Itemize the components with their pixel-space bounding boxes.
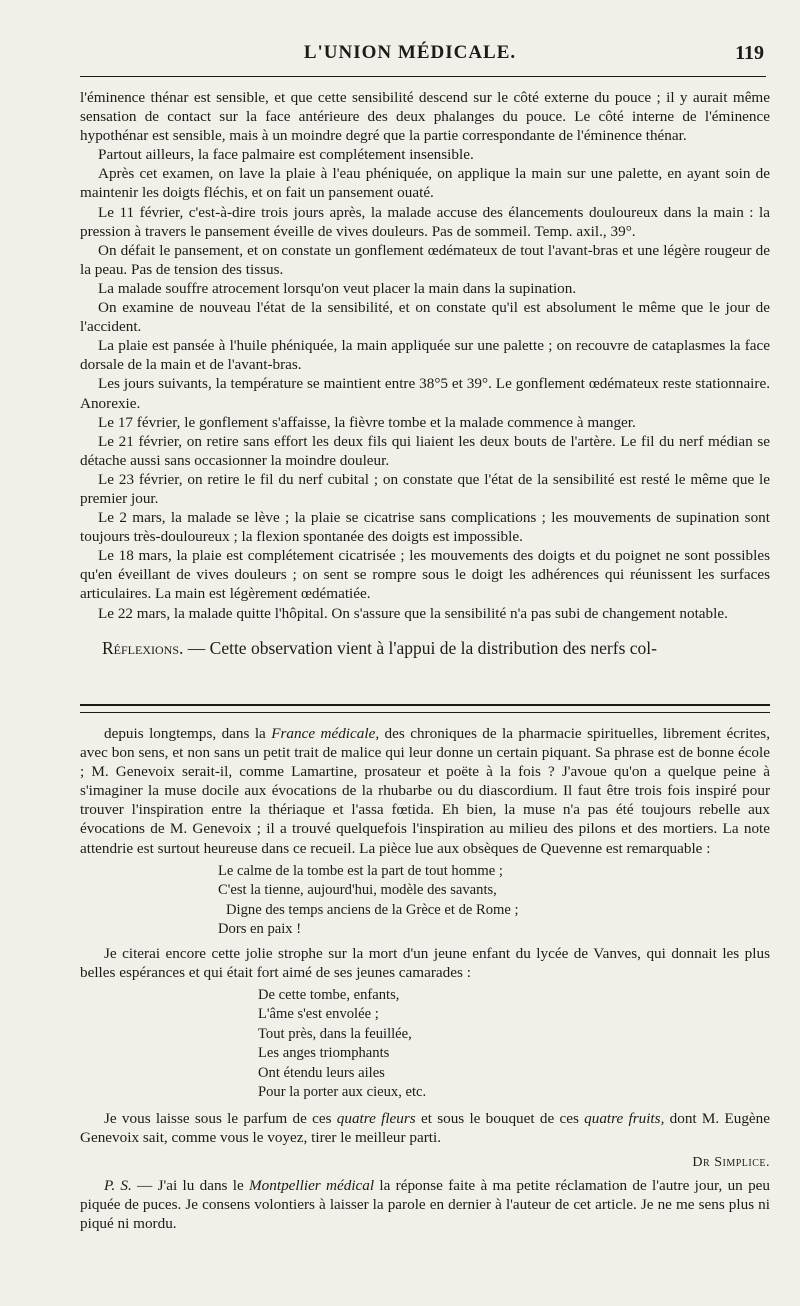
feuilleton-body <box>80 724 770 1233</box>
paragraph: Les jours suivants, la température se maintient entre 38°5 et 39°. Le gonflement œdémateux reste stationnaire. Anorexie. <box>80 375 770 412</box>
verse-block <box>80 986 770 1103</box>
emphasis: quatre fruits, <box>584 1109 665 1127</box>
verse-line: Tout près, dans la feuillée, <box>258 1025 412 1042</box>
text-run: et sous le bouquet de ces <box>415 1109 585 1127</box>
verse-line: Pour la porter aux cieux, etc. <box>258 1084 427 1101</box>
journal-title: France médicale, <box>271 725 380 742</box>
text-run: la réponse faite à ma petite réclamation de l'autre jour, un peu piquée de puces. Je consens volontiers à laisser la parole en dernier à l'auteur de cet article. Je ne me sens plus ni piqué ni mordu. <box>80 1177 770 1233</box>
paragraph: La plaie est pansée à l'huile phéniquée, la main appliquée sur une palette ; on recouvre de cataplasmes la face dorsale de la main et de l'avant-bras. <box>80 337 770 374</box>
paragraph: Le 21 février, on retire sans effort les deux fils qui liaient les deux bouts de l'artère. Le fil du nerf médian se détache aussi sans occasionner la moindre douleur. <box>80 432 770 469</box>
paragraph <box>80 724 770 858</box>
paragraph: Le 11 février, c'est-à-dire trois jours après, la malade accuse des élancements douloureux dans la main : la pression à travers le pansement éveille de vives douleurs. Pas de sommeil. Temp. axil., 39°. <box>80 203 770 240</box>
paragraph <box>80 1109 770 1147</box>
verse-line: De cette tombe, enfants, <box>258 986 400 1003</box>
paragraph: Partout ailleurs, la face palmaire est complétement insensible. <box>98 146 474 164</box>
reflexions-label: Réflexions. <box>102 637 184 658</box>
paragraph: Le 23 février, on retire le fil du nerf cubital ; on constate que l'état de la sensibilité est resté le même que le premier jour. <box>80 470 770 507</box>
paragraph: Le 22 mars, la malade quitte l'hôpital. On s'assure que la sensibilité n'a pas subi de changement notable. <box>98 604 728 622</box>
paragraph: Le 2 mars, la malade se lève ; la plaie se cicatrise sans complications ; les mouvements de supination sont toujours très-douloureux ; la flexion spontanée des doigts est impossible. <box>80 509 770 546</box>
page-header <box>0 42 800 72</box>
paragraph: Le 18 mars, la plaie est complétement cicatrisée ; les mouvements des doigts et du poignet ne sont possibles qu'en éveillant de vives douleurs ; on sent se rompre sous le doigt les adhérences qui réunissent les surfaces articulaires. La main est légèrement œdématiée. <box>80 547 770 603</box>
paragraph: Le 17 février, le gonflement s'affaisse, la fièvre tombe et la malade commence à manger. <box>98 413 636 431</box>
observation-body <box>80 88 770 659</box>
verse-line: Les anges triomphants <box>258 1045 390 1062</box>
journal-title: Montpellier médical <box>249 1177 375 1195</box>
reflexions-text: — Cette observation vient à l'appui de la distribution des nerfs col- <box>183 637 657 658</box>
paragraph: On examine de nouveau l'état de la sensibilité, et on constate qu'il est absolument le même que le jour de l'accident. <box>80 299 770 336</box>
verse-line: C'est la tienne, aujourd'hui, modèle des savants, <box>218 882 497 899</box>
text-run: depuis longtemps, dans la <box>104 725 272 742</box>
paragraph: Je citerai encore cette jolie strophe sur la mort d'un jeune enfant du lycée de Vanves, qui donnait les plus belles espérances et qui était fort aimé de ses jeunes camarades : <box>80 944 770 981</box>
feuilleton-divider <box>80 704 770 713</box>
paragraph: La malade souffre atrocement lorsqu'on veut placer la main dans la supination. <box>98 279 577 297</box>
header-rule <box>80 76 766 77</box>
paragraph: Après cet examen, on lave la plaie à l'eau phéniquée, on applique la main sur une palette, en ayant soin de maintenir les doigts fléchis, et on fait un pansement ouaté. <box>80 165 770 202</box>
running-title: L'UNION MÉDICALE. <box>303 42 517 63</box>
verse-line: L'âme s'est envolée ; <box>258 1006 379 1023</box>
paragraph: l'éminence thénar est sensible, et que cette sensibilité descend sur le côté externe du pouce ; il y aurait même sensation de contact sur la face antérieure des deux phalanges du pouce. Le côté interne de l'éminence hypothénar est sensible, mais à un moindre degré que la partie correspondante de l'éminence thénar. <box>80 89 770 145</box>
text-run: dont M. Eugène Genevoix sait, comme vous le voyez, tirer le meilleur parti. <box>80 1109 771 1146</box>
signature: Dr Simplice. <box>692 1155 770 1171</box>
verse-line: Le calme de la tombe est la part de tout homme ; <box>218 862 503 879</box>
ps-label: P. S. <box>104 1177 132 1195</box>
verse-line: Dors en paix ! <box>218 921 302 938</box>
text-run: — J'ai lu dans le <box>131 1177 250 1195</box>
verse-line: Digne des temps anciens de la Grèce et de Rome ; <box>226 901 519 918</box>
text-run: des chroniques de la pharmacie spirituelles, librement écrites, avec bon sens, et non sans un petit trait de malice qui leur donne un certain piquant. Sa phrase est de bonne école ; M. Genevoix serait-il, comme Lamartine, prosateur et poëte à la fois ? J'avoue qu'on a quelque peine à s'imaginer la muse docile aux évocations de la rhubarbe ou du diascordium. Il faut être trois fois inspiré pour trouver l'inspiration entre la thériaque et l'assa fœtida. Eh bien, la muse n'a pas été toujours rebelle aux évocations de M. Genevoix ; il a trouvé quelquefois l'inspiration au milieu des pilons et des mortiers. La note attendrie est surtout heureuse dans ce recueil. La pièce lue aux obsèques de Quevenne est remarquable : <box>80 725 770 857</box>
emphasis: quatre fleurs <box>336 1109 416 1127</box>
verse-block <box>80 862 770 940</box>
verse-line: Ont étendu leurs ailes <box>258 1064 385 1081</box>
reflexions-paragraph <box>80 637 770 659</box>
text-run: Je vous laisse sous le parfum de ces <box>104 1109 337 1127</box>
paragraph: On défait le pansement, et on constate un gonflement œdémateux de tout l'avant-bras et une légère rougeur de la peau. Pas de tension des tissus. <box>80 241 770 278</box>
postscript <box>80 1176 770 1233</box>
page-number: 119 <box>735 42 764 64</box>
